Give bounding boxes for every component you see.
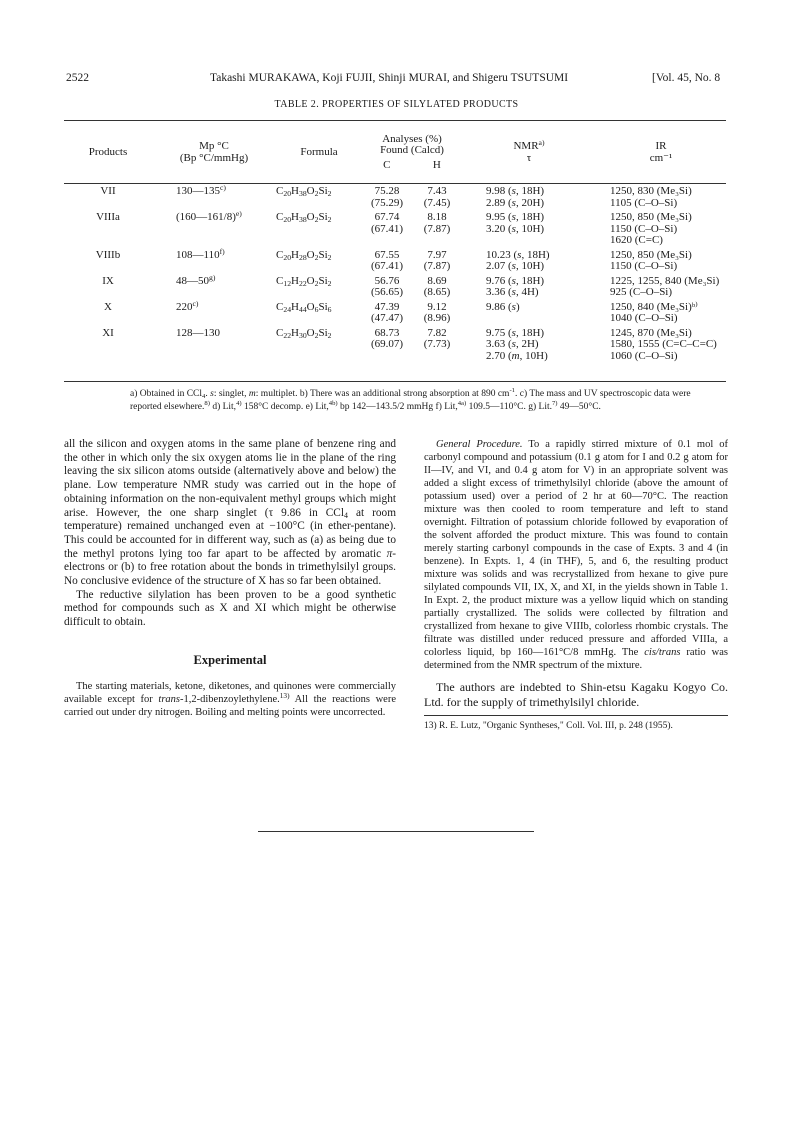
body-paragraph-2: The reductive silylation has been proven to be a good synthetic method for compounds such as X and XI which might be otherwise difficult to obtain. [64,588,396,629]
col-header-analyses: Analyses (%) Found (Calcd) C H [380,132,444,171]
col-header-mp: Mp °C (Bp °C/mmHg) [179,140,249,164]
table-row [64,273,726,299]
cell-carbon: 68.73 (69.07) [370,326,404,350]
cell-mp: 220$^{c)}$ [176,298,199,313]
cell-formula: $C_{20}H_{28}O_2Si_2$ [276,248,332,262]
cell-mp: 48—50$^{g)}$ [176,272,216,287]
body-paragraph-1: all the silicon and oxygen atoms in the same plane of benzene ring and the other in which only the six oxygen atoms lie in the plane of the ring leaving the six silicon atoms outside (alternatively above and below) the plane. Low temperature NMR study was carried out in the hope of obtaining information on the non-equivalent methyl groups which might arise. However, the one sharp singlet (τ 9.86 in CCl$_4$ at room temperature) remained unchanged even at −100°C (in ether-pentane). This could be accounted for in different way, such as (a) as being due to the methyl protons lying too far apart to be affected by aromatic π-electrons or (b) to free rotation about the bonds in trimethylsilyl groups. No conclusive evidence of the structure of X has so far been obtained. [64,438,396,588]
cell-hydrogen: 7.43 (7.45) [423,185,451,209]
right-column [424,438,728,732]
table-row [64,209,726,247]
table-row [64,325,726,363]
cell-ir: 1250, 850 (Me₃Si) 1150 (C–O–Si) 1620 (C=C) [610,211,692,246]
cell-nmr: 9.95 (s, 18H) 3.20 (s, 10H) [486,211,545,235]
table-row [64,247,726,273]
references-rule [424,715,728,716]
end-rule [258,831,534,832]
cell-nmr: 9.86 (s) [486,300,520,313]
col-header-h: H [432,158,441,171]
cell-mp: 108—110$^{f)}$ [176,246,225,261]
cell-formula: $C_{12}H_{22}O_2Si_2$ [276,274,332,288]
col-header-nmr: NMR$^{a)}$ τ [513,138,545,164]
section-heading-experimental: Experimental [193,652,267,667]
col-header-formula: Formula [300,145,338,158]
general-procedure-paragraph: General Procedure. To a rapidly stirred mixture of 0.1 mol of carbonyl compound and potassium (0.1 g atom for I and 0.2 g atom for II—IV, and VI, and 0.4 g atom for V) in an appropriate solvent was added a slight excess of trimethylsilyl chloride (above the amount of potassium used) over a period of 2 hr at 60—70°C. The reaction mixture was then cooled to room temperature and left to stand overnight. Filtration of potassium chloride followed by evaporation of the solvent afforded the product mixture. This was found to contain merely starting carbonyl compounds in the case of Expts. 3 and 4 (in benzene). In Expts. 1, 4 (in THF), 5, and 6, the resulting product mixture was solids and was recrystallized from hexane to give pure silylated compounds VII, IX, X, and XI, in the yields shown in Table 1. In Expt. 2, the product mixture was a yellow liquid which on standing partially crystallized. The solids were collected by filtration and crystallized from hexane to give VIIIb, colorless rhombic crystals. The filtrate was distilled under reduced pressure and afforded VIIIa, a colorless liquid, bp 160—161°C/8 mmHg. The cis/trans ratio was determined from the NMR spectrum of the mixture. [424,439,728,671]
cell-nmr: 10.23 (s, 18H) 2.07 (s, 10H) [486,248,550,272]
properties-table [64,122,726,362]
cell-mp: 128—130 [176,326,220,339]
page-number: 2522 [66,72,89,84]
reference-13: 13) R. E. Lutz, "Organic Syntheses," Coll. Vol. III, p. 248 (1955). [424,721,673,731]
table-bottom-rule [64,381,726,382]
cell-ir: 1250, 840 (Me₃Si)ᵇ⁾ 1040 (C–O–Si) [610,300,698,324]
cell-hydrogen: 7.97 (7.87) [423,248,451,272]
col-header-ir: IR cm⁻¹ [649,140,673,164]
cell-nmr: 9.76 (s, 18H) 3.36 (s, 4H) [486,274,545,298]
left-column [64,438,396,719]
cell-ir: 1250, 850 (Me₃Si) 1150 (C–O–Si) [610,248,692,272]
cell-carbon: 67.74 (67.41) [370,211,404,235]
table-top-rule [64,120,726,121]
cell-product: VII [100,185,116,197]
cell-carbon: 47.39 (47.47) [370,300,404,324]
cell-product: VIIIb [95,248,121,261]
cell-hydrogen: 8.69 (8.65) [423,274,451,298]
acknowledgment: The authors are indebted to Shin-etsu Kagaku Kogyo Co. Ltd. for the supply of trimethylsilyl chloride. [424,680,728,709]
cell-hydrogen: 7.82 (7.73) [423,326,451,350]
cell-nmr: 9.75 (s, 18H) 3.63 (s, 2H) 2.70 (m, 10H) [486,326,548,362]
cell-mp: 130—135$^{c)}$ [176,183,226,197]
cell-carbon: 67.55 (67.41) [370,248,404,272]
cell-ir: 1250, 830 (Me₃Si) 1105 (C–O–Si) [610,185,692,209]
cell-mp: (160—161/8)$^{e)}$ [176,209,242,223]
cell-formula: $C_{24}H_{44}O_6Si_6$ [276,300,332,314]
cell-hydrogen: 8.18 (7.87) [423,211,451,235]
table-row [64,299,726,325]
cell-product: XI [102,326,114,339]
volume-issue: [Vol. 45, No. 8 [652,72,721,84]
cell-formula: $C_{20}H_{38}O_2Si_2$ [276,185,332,198]
table-row [64,183,726,209]
table-footnotes: a) Obtained in CCl$_4$. s: singlet, m: multiplet. b) There was an additional strong absorption at 890 $cm^{-1}$. c) The mass and UV spectroscopic data were reported elsewhere.$^{8)}$ d) Lit,$^{4)}$ 158°C decomp. e) Lit,$^{4b)}$ bp 142—143.5/2 mmHg f) Lit,$^{4a)}$ 109.5—110°C. g) Lit.$^{7)}$ 49—50°C. [130,387,691,412]
cell-product: VIIIa [96,211,120,223]
cell-hydrogen: 9.12 (8.96) [423,300,451,324]
experimental-paragraph: The starting materials, ketone, diketones, and quinones were commercially available except for trans-1,2-dibenzoylethylene.$^{13)}$ All the reactions were carried out under dry nitrogen. Boiling and melting points were uncorrected. [64,680,396,718]
col-header-c: C [383,158,391,171]
cell-product: IX [102,274,114,287]
col-header-products: Products [88,145,128,158]
cell-ir: 1245, 870 (Me₃Si) 1580, 1555 (C=C–C=C) 1060 (C–O–Si) [610,326,717,362]
cell-product: X [104,300,112,313]
cell-formula: $C_{20}H_{38}O_2Si_2$ [276,211,332,224]
cell-ir: 1225, 1255, 840 (Me₃Si) 925 (C–O–Si) [610,274,720,298]
table-caption: TABLE 2. PROPERTIES OF SILYLATED PRODUCTS [274,99,519,110]
cell-carbon: 56.76 (56.65) [370,274,404,298]
cell-carbon: 75.28 (75.29) [370,185,404,209]
cell-nmr: 9.98 (s, 18H) 2.89 (s, 20H) [486,185,545,209]
cell-formula: $C_{22}H_{30}O_2Si_2$ [276,326,332,340]
running-title-authors: Takashi MURAKAWA, Koji FUJII, Shinji MURAI, and Shigeru TSUTSUMI [210,72,569,84]
